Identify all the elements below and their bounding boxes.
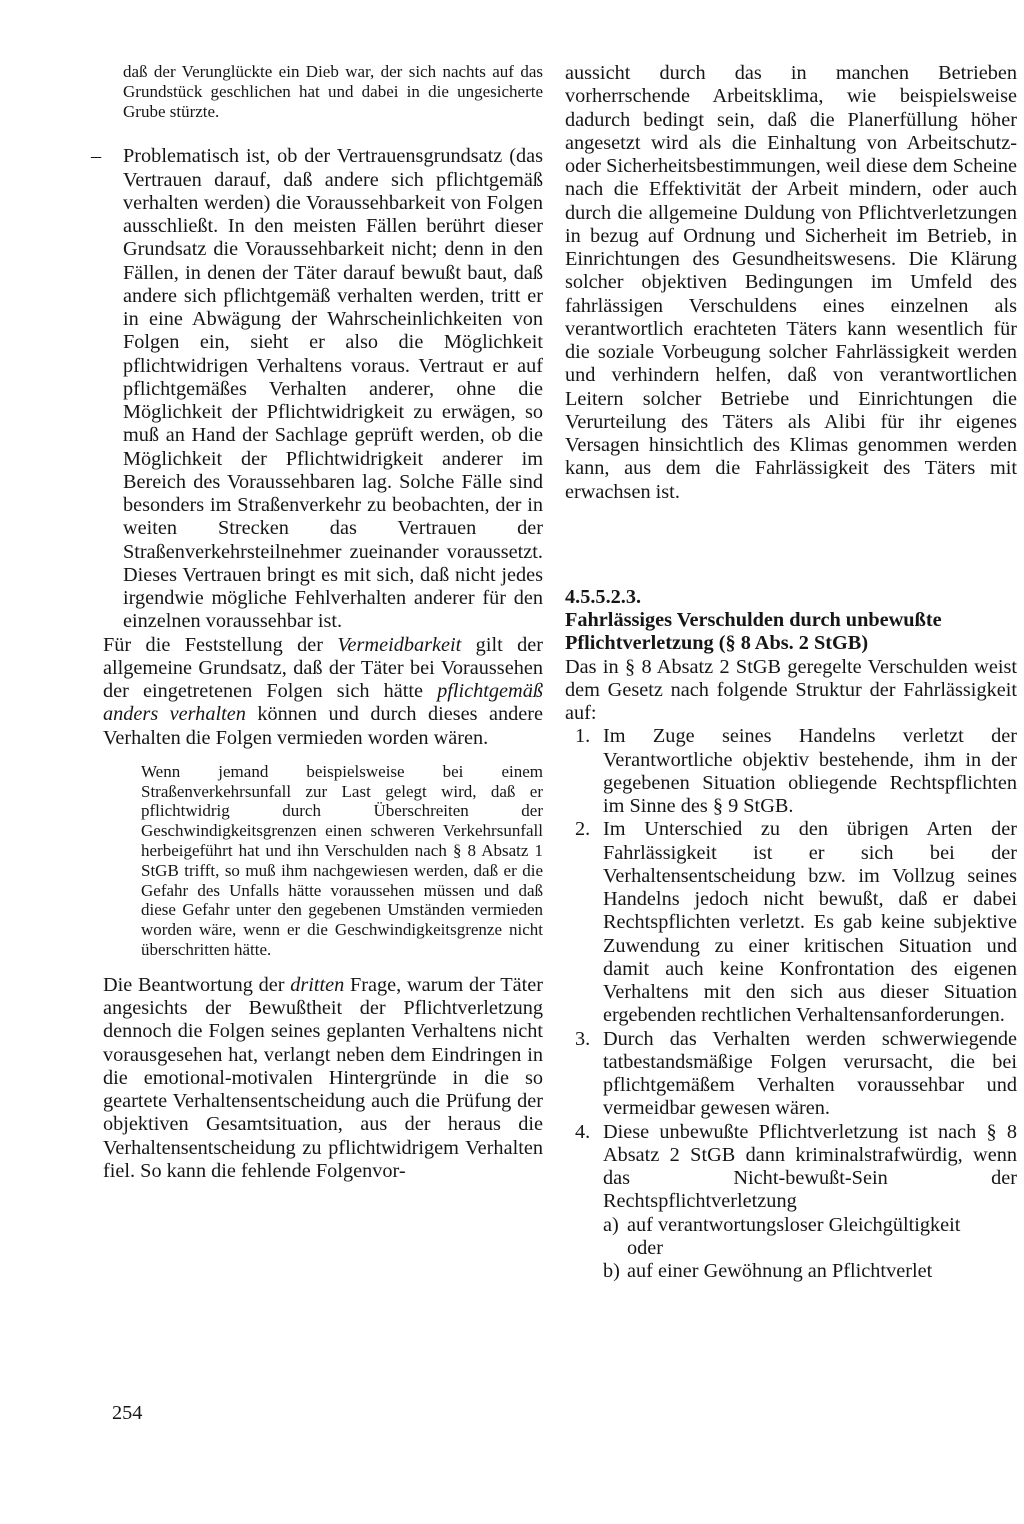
paragraph-continuation: daß der Verunglückte ein Dieb war, der sich nachts auf das Grundstück geschlichen hat und dabei in die ungesicherte Grube stürzte. [123, 62, 543, 121]
numbered-list [565, 725, 1017, 1283]
paragraph-struktur: Das in § 8 Absatz 2 StGB geregelte Verschulden weist dem Gesetz nach folgende Struktur der Fahrlässigkeit auf: [565, 655, 1017, 724]
paragraph-vermeidbarkeit: Für die Feststellung der Vermeidbarkeit gilt der allgemeine Grundsatz, daß der Täter bei Voraussehen der eingetretenen Folgen sich hätte pflichtgemäß anders verhalten können und durch dieses andere Verhalten die Folgen vermieden worden wären. [103, 633, 543, 749]
list-item: 3. Durch das Verhalten werden schwerwiegende tatbestandsmäßige Folgen verursacht, die bei pflichtgemäßem Verhalten voraussehbar und vermeidbar gewesen wären. [575, 1027, 1017, 1120]
emphasis-dritten: dritten [290, 973, 345, 996]
right-column [565, 62, 1017, 1283]
sub-list [603, 1214, 1017, 1284]
dash-list-item [91, 145, 543, 633]
sub-list-item: oder [627, 1236, 664, 1259]
left-column [91, 62, 543, 1183]
section-heading [565, 586, 1017, 656]
paragraph-vertrauensgrundsatz: Problematisch ist, ob der Vertrauensgrundsatz (das Vertrauen darauf, daß andere sich pflichtgemäß verhalten werden) die Voraussehbarkeit von Folgen ausschließt. In den meisten Fällen berührt dieser Grundsatz die Voraussehbarkeit nicht; denn in den Fällen, in denen der Täter darauf bewußt baut, daß andere sich pflichtgemäß verhalten werden, tritt er in eine Abwägung der Wahrscheinlichkeiten von Folgen ein, sieht er also die Möglichkeit pflichtwidrigen Verhaltens voraus. Vertraut er auf pflichtgemäßes Verhalten anderer, ohne die Möglichkeit der Pflichtwidrigkeit zu erwägen, so muß an Hand der Sachlage geprüft werden, ob die Möglichkeit der Pflichtwidrigkeit anderer im Bereich des Voraussehbaren lag. Solche Fälle sind besonders im Straßenverkehr zu beobachten, der in weiten Strecken das Vertrauen der Straßenverkehrsteilnehmer zueinander voraussetzt. Dieses Vertrauen bringt es mit sich, daß nicht jedes irgendwie mögliche Fehlverhalten anderer für den einzelnen voraussehbar ist. [123, 145, 543, 633]
section-number: 4.5.5.2.3. [565, 585, 642, 608]
paragraph-arbeitsklima: aussicht durch das in manchen Betrieben vorherrschende Arbeitsklima, wie beispielsweise dadurch bedingt sein, daß die Planerfüllung höher angesetzt wird als die Einhaltung von Arbeitschutz- oder Sicherheitsbestimmungen, weil diese dem Scheine nach die Effektivität der Arbeit mindern, oder auch durch die allgemeine Duldung von Pflichtverletzungen in bezug auf Ordnung und Sicherheit im Betrieb, in Einrichtungen des Gesundheitswesens. Die Klärung solcher objektiven Bedingungen im Umfeld des fahrlässigen Verschuldens eines einzelnen als verantwortlich erachteten Täters kann wesentlich für die soziale Vorbeugung solcher Fahrlässigkeit werden und verhindern helfen, daß von verantwortlichen Leitern solcher Betriebe und Einrichtungen die Verurteilung des Täters als Alibi für ihr eigenes Versagen hinsichtlich des Klimas genommen werden kann, aus dem die Fahrlässigkeit des Täters mit erwachsen ist. [565, 62, 1017, 503]
page-number: 254 [112, 1402, 143, 1424]
paragraph-dritte-frage: Die Beantwortung der dritten Frage, warum der Täter angesichts der Bewußtheit der Pflichtverletzung dennoch die Folgen seines geplanten Verhaltens nicht vorausgesehen hat, verlangt neben dem Eindringen in die emotional-motivalen Hintergründe in die so geartete Verhaltensentscheidung auch die Prüfung der objektiven Gesamtsituation, aus der heraus die Verhaltensentscheidung zu pflichtwidrigem Verhalten fiel. So kann die fehlende Folgenvor- [103, 973, 543, 1182]
list-item: 1. Im Zuge seines Handelns verletzt der Verantwortliche objektiv bestehende, ihm in der gegebenen Situation obliegende Rechtspflichten im Sinne des § 9 StGB. [575, 725, 1017, 817]
list-item: 2. Im Unterschied zu den übrigen Arten der Fahrlässigkeit ist er sich bei der Verhaltensentscheidung bzw. im Vollzug seines Handelns jedoch nicht bewußt, daß er dabei Rechtspflichten verletzt. Es gab keine subjektive Zuwendung zu einer kritischen Situation und damit auch keine Konfrontation des eigenen Verhaltens mit den sich aus dieser Situation ergebenden rechtlichen Verhaltensanforderungen. [575, 818, 1017, 1027]
section-title: Fahrlässiges Verschulden durch unbewußte Pflichtverletzung (§ 8 Abs. 2 StGB) [565, 609, 942, 655]
example-block: Wenn jemand beispielsweise bei einem Straßenverkehrsunfall zur Last gelegt wird, daß er pflichtwidrig durch Überschreiten der Geschwindigkeitsgrenzen einen schweren Verkehrsunfall herbeigeführt hat und ihn Verschulden nach § 8 Absatz 1 StGB trifft, so muß ihm nachgewiesen werden, daß er die Gefahr des Unfalls hätte voraussehen müssen und daß diese Gefahr unter den gegebenen Umständen vermieden worden wäre, wenn er die Geschwindigkeitsgrenze nicht überschritten hätte. [141, 761, 543, 960]
emphasis-anders-verhalten: pflichtgemäß anders verhalten [103, 680, 543, 726]
emphasis-vermeidbarkeit: Vermeidbarkeit [337, 633, 462, 656]
sub-list-item: a) auf verantwortungsloser Gleichgültigkeit [603, 1213, 961, 1236]
dash-bullet: – [91, 145, 102, 168]
list-item: 4. Diese unbewußte Pflichtverletzung ist nach § 8 Absatz 2 StGB dann kriminalstrafwürdig, wenn das Nicht-bewußt-Sein der Rechtspflichtverletzung a) auf verantwortungsloser Gleichgültigkeit oder b) auf einer Gewöhnung an Pflichtverlet [575, 1120, 1017, 1282]
sub-list-item: b) auf einer Gewöhnung an Pflichtverlet [603, 1260, 933, 1282]
